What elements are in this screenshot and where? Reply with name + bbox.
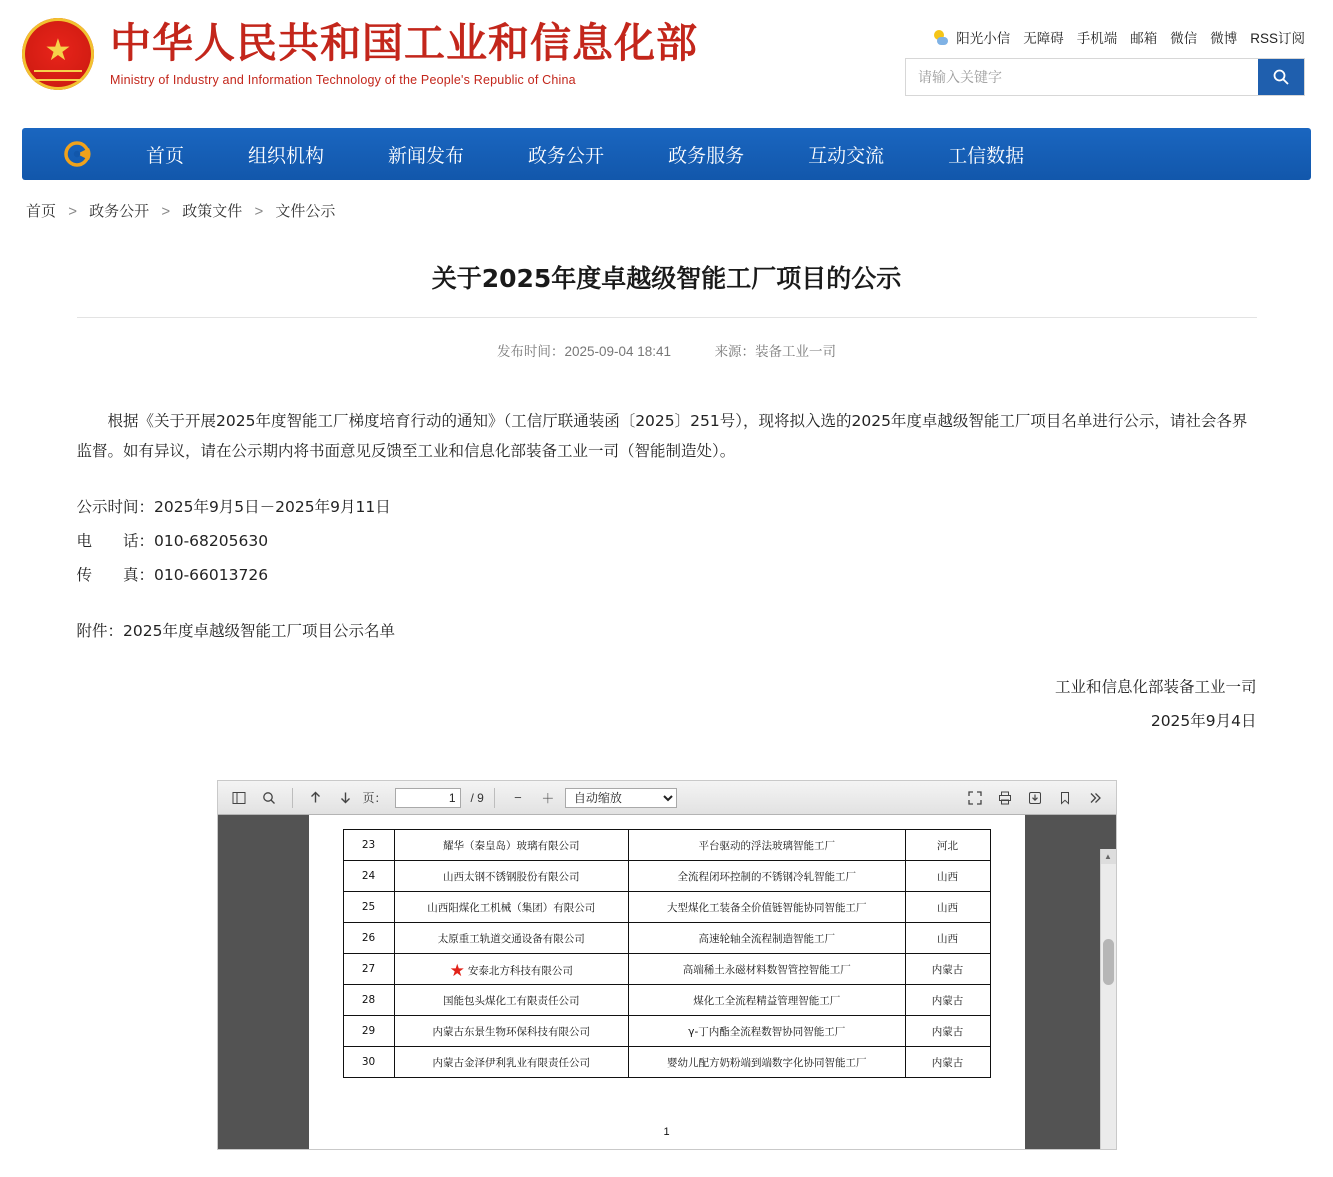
row-no: 27 (343, 954, 394, 985)
row-project: 平台驱动的浮法玻璃智能工厂 (629, 830, 905, 861)
row-company: 耀华（秦皇岛）玻璃有限公司 (394, 830, 629, 861)
pdf-view[interactable] (218, 815, 1116, 1149)
contact-phone: 电 话：010-68205630 (76, 532, 269, 550)
presentation-mode-icon[interactable] (962, 786, 988, 810)
top-link-sunshine[interactable]: 阳光小信 (956, 31, 1011, 46)
table-row (343, 923, 990, 954)
top-link-email[interactable]: 邮箱 (1130, 31, 1158, 46)
row-region: 内蒙古 (905, 1047, 990, 1078)
more-tools-icon[interactable] (1082, 786, 1108, 810)
zoom-out-icon[interactable]: − (514, 790, 522, 805)
row-project: γ-丁内酯全流程数智协同智能工厂 (629, 1016, 905, 1047)
row-no: 28 (343, 985, 394, 1016)
next-page-icon[interactable] (333, 786, 359, 810)
find-icon[interactable] (256, 786, 282, 810)
factory-list-table (343, 829, 991, 1078)
source-value: 装备工业一司 (755, 344, 837, 359)
site-logo[interactable] (22, 18, 698, 90)
main-nav (22, 128, 1311, 180)
search-bar (905, 58, 1305, 96)
row-region: 山西 (905, 861, 990, 892)
top-link-rss[interactable]: RSS订阅 (1250, 31, 1305, 46)
table-row (343, 830, 990, 861)
row-company: 山西阳煤化工机械（集团）有限公司 (394, 892, 629, 923)
site-title-block (110, 18, 698, 88)
row-no: 25 (343, 892, 394, 923)
factory-list-body (343, 830, 990, 1078)
top-link-weibo[interactable]: 微博 (1210, 31, 1238, 46)
top-links (932, 27, 1305, 47)
row-region: 内蒙古 (905, 1016, 990, 1047)
scrollbar-thumb[interactable] (1103, 939, 1114, 985)
row-company: 太原重工轨道交通设备有限公司 (394, 923, 629, 954)
search-input[interactable] (906, 59, 1258, 95)
article (77, 233, 1257, 736)
row-project: 大型煤化工装备全价值链智能协同智能工厂 (629, 892, 905, 923)
pdf-toolbar (218, 781, 1116, 815)
row-no: 30 (343, 1047, 394, 1078)
top-link-mobile[interactable]: 手机端 (1076, 31, 1118, 46)
contact-fax: 传 真：010-66013726 (76, 566, 269, 584)
zoom-in-icon[interactable]: ＋ (541, 791, 555, 806)
pdf-viewer (217, 780, 1117, 1150)
row-company: 内蒙古东景生物环保科技有限公司 (394, 1016, 629, 1047)
nav-item-interaction[interactable]: 互动交流 (808, 144, 885, 167)
previous-page-icon[interactable] (303, 786, 329, 810)
table-row-highlighted (343, 954, 990, 985)
row-no: 29 (343, 1016, 394, 1047)
table-row (343, 985, 990, 1016)
miit-gear-icon (54, 139, 100, 169)
row-no: 24 (343, 861, 394, 892)
sunshine-icon (932, 29, 949, 46)
print-icon[interactable] (992, 786, 1018, 810)
notice-period: 公示时间：2025年9月5日－2025年9月11日 (76, 498, 391, 516)
pdf-toolbar-right (962, 786, 1108, 810)
nav-item-services[interactable]: 政务服务 (668, 144, 745, 167)
signature-date: 2025年9月4日 (1150, 712, 1257, 730)
search-icon (1272, 68, 1290, 86)
row-region: 河北 (905, 830, 990, 861)
nav-item-data[interactable]: 工信数据 (948, 144, 1025, 167)
table-row (343, 1016, 990, 1047)
source-label: 来源： (714, 344, 756, 359)
row-company-text: 安泰北方科技有限公司 (467, 965, 573, 977)
row-company: 山西太钢不锈钢股份有限公司 (394, 861, 629, 892)
article-body (77, 406, 1257, 736)
zoom-select[interactable] (565, 788, 677, 808)
page-title: 关于2025年度卓越级智能工厂项目的公示 (431, 264, 902, 293)
download-icon[interactable] (1022, 786, 1048, 810)
row-no: 23 (343, 830, 394, 861)
search-button[interactable] (1258, 59, 1304, 95)
breadcrumb (22, 200, 1311, 233)
row-region: 内蒙古 (905, 954, 990, 985)
top-link-accessibility[interactable]: 无障碍 (1023, 31, 1064, 46)
nav-item-home[interactable]: 首页 (146, 144, 185, 167)
row-region: 山西 (905, 892, 990, 923)
page-count: / 9 (470, 790, 484, 805)
breadcrumb-item-document-notice[interactable]: 文件公示 (275, 203, 336, 220)
publish-time-value: 2025-09-04 18:41 (564, 344, 672, 359)
nav-item-organization[interactable]: 组织机构 (248, 144, 325, 167)
attachment-line[interactable]: 附件：2025年度卓越级智能工厂项目公示名单 (76, 622, 395, 640)
table-row (343, 861, 990, 892)
top-link-wechat[interactable]: 微信 (1170, 31, 1198, 46)
sidebar-toggle-icon[interactable] (226, 786, 252, 810)
signature: 工业和信息化部装备工业一司 (1054, 678, 1257, 696)
article-meta (77, 317, 1257, 360)
row-company: 内蒙古金泽伊利乳业有限责任公司 (394, 1047, 629, 1078)
breadcrumb-separator: > (68, 203, 77, 220)
row-company: 国能包头煤化工有限责任公司 (394, 985, 629, 1016)
nav-item-news[interactable]: 新闻发布 (388, 144, 465, 167)
pdf-page-number: 1 (663, 1126, 670, 1138)
pdf-scrollbar[interactable] (1100, 849, 1116, 1149)
breadcrumb-item-government-affairs[interactable]: 政务公开 (89, 203, 150, 220)
star-icon: ★ (449, 961, 465, 981)
row-company (394, 954, 629, 985)
national-emblem-icon (22, 18, 94, 90)
row-project: 高速轮轴全流程制造智能工厂 (629, 923, 905, 954)
bookmark-icon[interactable] (1052, 786, 1078, 810)
table-row (343, 1047, 990, 1078)
site-title-en: Ministry of Industry and Information Technology of the People's Republic of China (110, 73, 576, 88)
row-project: 高端稀土永磁材料数智管控智能工厂 (629, 954, 905, 985)
publish-time-label: 发布时间： (496, 344, 565, 359)
row-project: 煤化工全流程精益管理智能工厂 (629, 985, 905, 1016)
page-number-label: 页： (362, 791, 387, 805)
row-region: 山西 (905, 923, 990, 954)
breadcrumb-item-policy-documents[interactable]: 政策文件 (182, 203, 243, 220)
nav-item-government-affairs[interactable]: 政务公开 (528, 144, 605, 167)
breadcrumb-item-home[interactable]: 首页 (26, 203, 57, 220)
breadcrumb-separator: > (254, 203, 264, 220)
article-paragraph-1: 根据《关于开展2025年度智能工厂梯度培育行动的通知》（工信厅联通装函〔2025〕251号），现将拟入选的2025年度卓越级智能工厂项目名单进行公示，请社会各界监督。如有异议，请在公示期内将书面意见反馈至工业和信息化部装备工业一司（智能制造处）。 (76, 412, 1248, 460)
pdf-page (309, 815, 1025, 1149)
scroll-up-icon[interactable]: ▲ (1101, 849, 1116, 864)
page-number-input[interactable] (395, 788, 461, 808)
site-header (0, 0, 1333, 120)
breadcrumb-separator: > (161, 203, 171, 220)
row-no: 26 (343, 923, 394, 954)
row-project: 婴幼儿配方奶粉端到端数字化协同智能工厂 (629, 1047, 905, 1078)
table-row (343, 892, 990, 923)
row-region: 内蒙古 (905, 985, 990, 1016)
site-title-cn: 中华人民共和国工业和信息化部 (110, 18, 698, 67)
row-project: 全流程闭环控制的不锈钢冷轧智能工厂 (629, 861, 905, 892)
